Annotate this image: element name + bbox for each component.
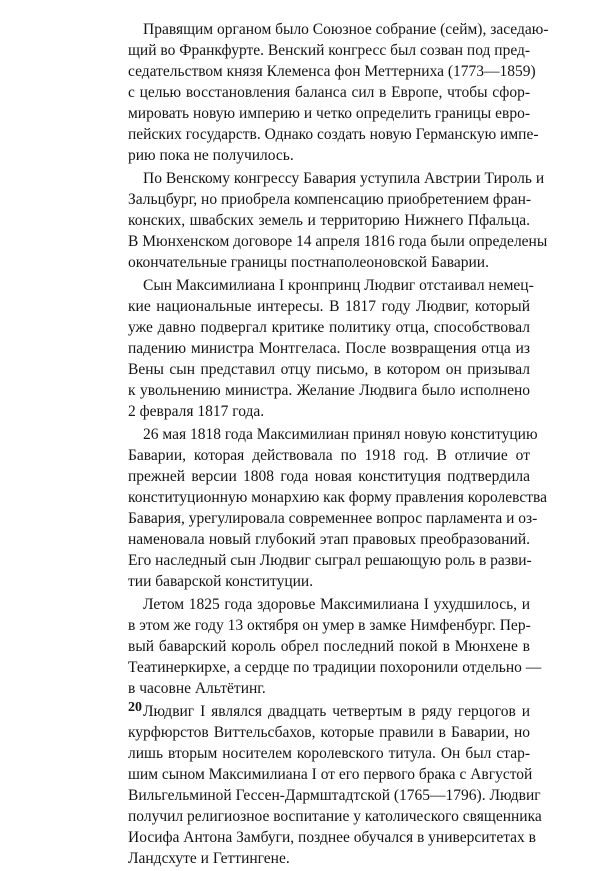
text-line: По Венскому конгрессу Бавария уступила Австрии Тироль и [143, 170, 545, 187]
text-line: шим сыном Максимилиана I от его первого брака с Августой [128, 766, 533, 783]
text-line: Летом 1825 года здоровье Максимилиана I ухудшилось, и [143, 596, 530, 613]
text-line: конституционную монархию как форму правления королевства [128, 489, 548, 506]
text-line: мировать новую империю и четко определить границы евро- [128, 105, 530, 122]
text-line: 26 мая 1818 года Максимилиан принял новую конституцию [143, 426, 538, 443]
text-line: Театинеркирхе, а сердце по традиции похоронили отдельно — [128, 659, 542, 676]
text-line: падению министра Монтгеласа. После возвращения отца из [128, 340, 530, 357]
text-line: пейских государств. Однако создать новую Германскую импе- [128, 126, 539, 143]
text-line: Иосифа Антона Замбуги, позднее обучался в университетах в [128, 829, 536, 846]
text-line: Вены сын представил отцу письмо, в котором он призывал [128, 361, 530, 378]
text-line: в этом же году 13 октября он умер в замке Нимфенбург. Пер- [128, 617, 531, 634]
text-line: В Мюнхенском договоре 14 апреля 1816 года были определены [128, 233, 548, 250]
paragraph [128, 701, 542, 869]
text-line: курфюрстов Виттельсбахов, которые правили в Баварии, но [128, 724, 530, 741]
text-line: Баварии, которая действовала по 1918 год. В отличие от [128, 447, 530, 464]
text-line: Вильгельминой Гессен-Дармштадтской (1765—1796). Людвиг [128, 787, 541, 804]
paragraph [128, 19, 549, 166]
text-line: конских, швабских земель и территорию Нижнего Пфальца. [128, 212, 530, 229]
text-line: в часовне Альтётинг. [128, 680, 266, 697]
text-line: рию пока не получилось. [128, 147, 294, 164]
text-line: Его наследный сын Людвиг сыграл решающую роль в разви- [128, 552, 532, 569]
text-line: кие национальные интересы. В 1817 году Людвиг, который [128, 298, 530, 315]
text-line: Зальцбург, но приобрела компенсацию приобретением фран- [128, 191, 532, 208]
paragraph [128, 275, 534, 422]
text-line: прежней версии 1808 года новая конституция подтвердила [128, 468, 530, 485]
text-line: Правящим органом было Союзное собрание (сейм), заседаю- [143, 21, 549, 38]
page-number: 20 [128, 700, 142, 715]
text-line: с целью восстановления баланса сил в Европе, чтобы сфор- [128, 84, 530, 101]
text-line: тии баварской конституции. [128, 573, 314, 590]
text-line: Бавария, урегулировала современнее вопрос парламента и оз- [128, 510, 538, 527]
text-line: вый баварский король обрел последний покой в Мюнхене в [128, 638, 530, 655]
text-line: окончательные границы постнаполеоновской Баварии. [128, 254, 489, 271]
paragraph [128, 594, 542, 699]
text-line: щий во Франкфурте. Венский конгресс был созван под пред- [128, 42, 531, 59]
text-line: уже давно подвергал критике политику отца, способствовал [128, 319, 530, 336]
text-line: наменовала новый глубокий этап правовых преобразований. [128, 531, 530, 548]
text-line: 2 февраля 1817 года. [128, 403, 265, 420]
text-line: седательством князя Клеменса фон Меттерниха (1773—1859) [128, 63, 536, 80]
text-line: лишь вторым носителем королевского титула. Он был стар- [128, 745, 530, 762]
text-line: Сын Максимилиана I кронпринц Людвиг отстаивал немец- [143, 277, 534, 294]
text-line: получил религиозное воспитание у католического священника [128, 808, 542, 825]
text-line: Людвиг I являлся двадцать четвертым в ряду герцогов и [143, 703, 530, 720]
text-line: к увольнению министра. Желание Людвига было исполнено [128, 382, 530, 399]
text-line: Ландсхуте и Геттингене. [128, 850, 290, 867]
paragraph [128, 424, 548, 592]
paragraph [128, 168, 548, 273]
text-column [128, 19, 549, 871]
